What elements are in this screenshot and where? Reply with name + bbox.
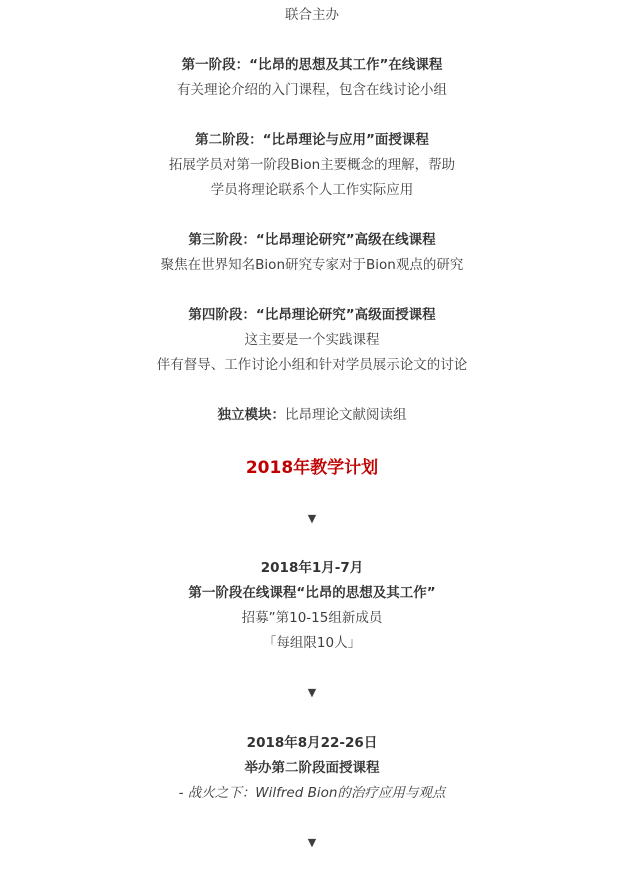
stage-2-desc-1: 拓展学员对第一阶段Bion主要概念的理解，帮助 (168, 157, 456, 173)
stage-2-name: “比昂理论与应用”面授课程 (262, 132, 429, 148)
stage-1-title (0, 55, 624, 75)
down-arrow-icon: ▼ (307, 686, 317, 699)
event-2-date: 2018年8月22-26日 (246, 735, 378, 751)
stage-3-title (0, 230, 624, 250)
stage-4-desc-1: 这主要是一个实践课程 (244, 332, 380, 348)
stage-1-desc-1: 有关理论介绍的入门课程，包含在线讨论小组 (177, 82, 447, 98)
event-2-title: 举办第二阶段面授课程 (244, 760, 380, 776)
stage-1-name: “比昂的思想及其工作”在线课程 (249, 57, 443, 73)
organizer-line: 联合主办 (285, 7, 339, 23)
stage-3-label: 第三阶段： (188, 232, 256, 248)
down-arrow-icon: ▼ (307, 512, 317, 525)
module-text: 比昂理论文献阅读组 (285, 407, 407, 423)
event-1-desc-2: 「每组限10人」 (262, 635, 362, 651)
event-1-desc-1: 招募”第10-15组新成员 (241, 610, 383, 626)
event-2-desc-1: - 战火之下：Wilfred Bion的治疗应用与观点 (178, 785, 446, 801)
stage-2-title (0, 130, 624, 150)
stage-2-desc-2: 学员将理论联系个人工作实际应用 (210, 182, 414, 198)
stage-4-desc-2: 伴有督导、工作讨论小组和针对学员展示论文的讨论 (156, 357, 468, 373)
module-label: 独立模块： (217, 407, 285, 423)
event-1-title: 第一阶段在线课程“比昂的思想及其工作” (188, 585, 436, 601)
stage-3-desc-1: 聚焦在世界知名Bion研究专家对于Bion观点的研究 (160, 257, 464, 273)
stage-4-title (0, 305, 624, 325)
stage-1-label: 第一阶段： (181, 57, 250, 73)
down-arrow-icon: ▼ (307, 836, 317, 849)
event-1-date: 2018年1月-7月 (260, 560, 364, 576)
stage-4-name: “比昂理论研究”高级面授课程 (255, 307, 436, 323)
module-line (0, 405, 624, 425)
plan-heading: 2018年教学计划 (245, 458, 379, 478)
stage-2-label: 第二阶段： (195, 132, 263, 148)
stage-4-label: 第四阶段： (188, 307, 256, 323)
stage-3-name: “比昂理论研究”高级在线课程 (255, 232, 436, 248)
